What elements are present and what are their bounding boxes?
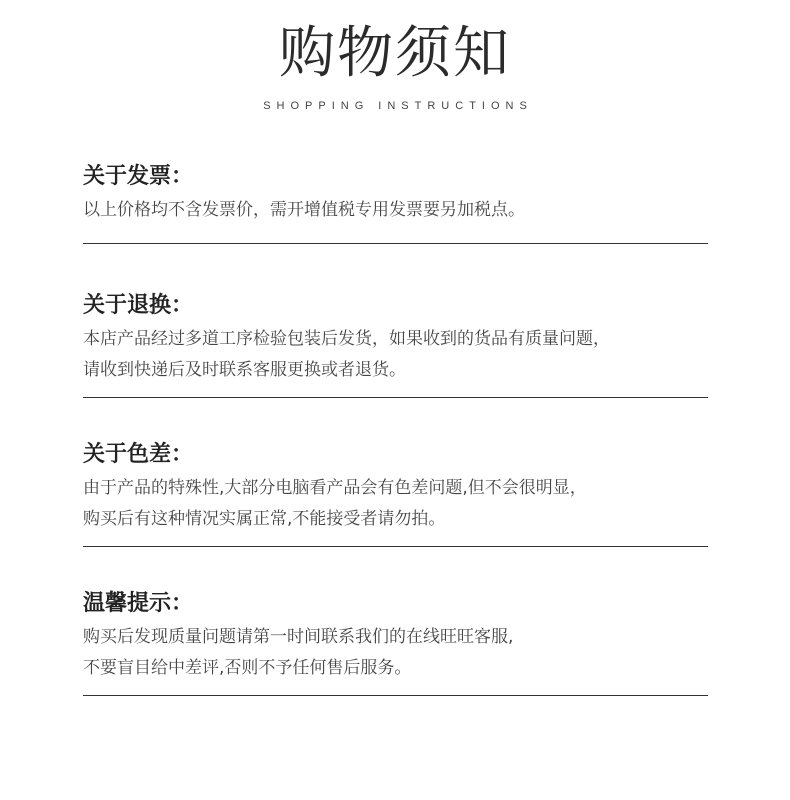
section-text-line: 由于产品的特殊性,大部分电脑看产品会有色差问题,但不会很明显， [83, 478, 587, 498]
section-text-line: 购买后有这种情况实属正常,不能接受者请勿拍。 [83, 509, 446, 529]
section-heading: 关于退换： [83, 292, 194, 318]
page-title: 购物须知 [279, 21, 511, 86]
section-heading: 关于色差： [83, 441, 194, 467]
section-invoice [83, 161, 708, 244]
section-text-line: 购买后发现质量问题请第一时间联系我们的在线旺旺客服, [83, 627, 514, 647]
section-tips [83, 588, 708, 696]
page-header [0, 18, 790, 112]
section-text-line: 不要盲目给中差评,否则不予任何售后服务。 [83, 658, 412, 678]
section-return [83, 290, 708, 398]
section-heading: 关于发票： [83, 163, 194, 189]
section-text-line: 以上价格均不含发票价，需开增值税专用发票要另加税点。 [83, 200, 525, 220]
section-text-line: 请收到快递后及时联系客服更换或者退货。 [83, 360, 406, 380]
section-heading: 温馨提示： [83, 590, 194, 616]
page-subtitle: SHOPPING INSTRUCTIONS [263, 100, 533, 112]
section-text-line: 本店产品经过多道工序检验包装后发货，如果收到的货品有质量问题， [83, 329, 610, 349]
section-color-difference [83, 439, 708, 547]
